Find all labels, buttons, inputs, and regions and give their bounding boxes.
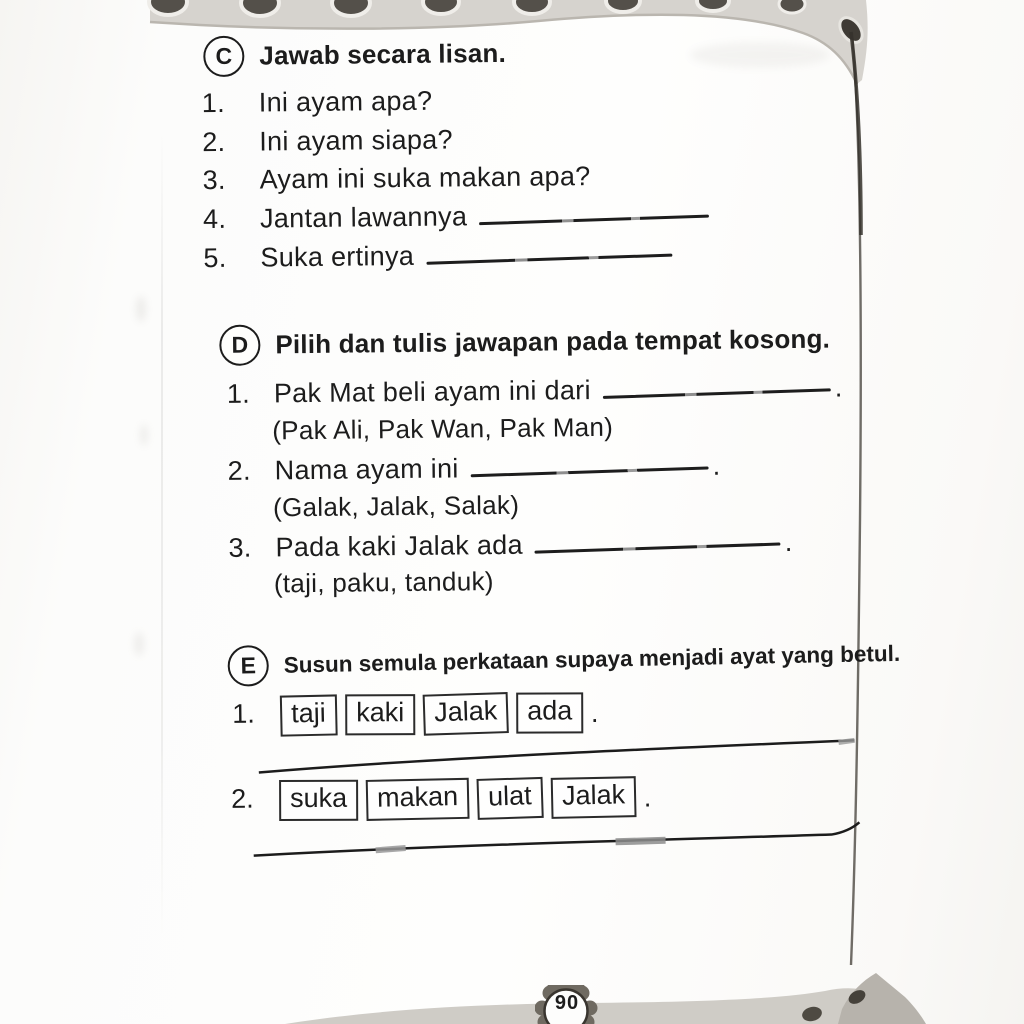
question-text: Nama ayam ini — [274, 453, 459, 486]
question-number: 4. — [202, 203, 227, 235]
page-number: 90 — [554, 992, 580, 1014]
question-number: 3. — [228, 532, 252, 563]
word-card[interactable]: suka — [279, 780, 358, 821]
word-card[interactable]: kaki — [345, 694, 415, 735]
section-d-badge: D — [219, 325, 260, 366]
question-number: 2. — [230, 783, 254, 814]
question-number: 3. — [202, 164, 226, 196]
question-text: Ayam ini suka makan apa? — [259, 161, 591, 195]
question-text: Jantan lawannya — [259, 201, 468, 234]
answer-line — [259, 740, 855, 772]
section-e-title: Susun semula perkataan supaya menjadi ayat yang betul. — [283, 640, 901, 678]
question-text: Pak Mat beli ayam ini dari — [273, 375, 591, 409]
question-number: 2. — [227, 455, 251, 486]
sentence-period: . — [834, 372, 843, 403]
word-card[interactable]: Jalak — [422, 692, 508, 736]
question-text: Pada kaki Jalak ada — [275, 529, 523, 563]
question-number: 2. — [202, 126, 226, 158]
sentence-period: . — [784, 526, 793, 558]
question-number: 1. — [201, 87, 226, 119]
question-number: 1. — [226, 378, 251, 409]
section-c-badge: C — [203, 36, 244, 77]
question-number: 5. — [203, 242, 227, 274]
word-card[interactable]: taji — [280, 694, 337, 736]
sentence-period: . — [590, 697, 599, 729]
question-text: Ini ayam apa? — [258, 85, 433, 118]
section-c-title: Jawab secara lisan. — [259, 37, 507, 71]
question-text: Suka ertinya — [260, 240, 415, 273]
answer-options: (Galak, Jalak, Salak) — [272, 489, 520, 523]
question-number: 1. — [232, 698, 255, 729]
word-card[interactable]: Jalak — [550, 776, 636, 819]
word-card[interactable]: ada — [516, 692, 583, 733]
page-number-badge — [535, 985, 599, 1024]
sentence-period: . — [712, 450, 721, 481]
sentence-period: . — [643, 782, 652, 813]
answer-options: (Pak Ali, Pak Wan, Pak Man) — [272, 411, 614, 446]
answer-line — [253, 822, 859, 855]
section-e-badge: E — [227, 645, 269, 687]
section-d-title: Pilih dan tulis jawapan pada tempat kosong. — [275, 323, 831, 360]
answer-options: (taji, paku, tanduk) — [273, 566, 494, 599]
word-card[interactable]: ulat — [477, 777, 544, 820]
word-card[interactable]: makan — [366, 778, 470, 821]
question-text: Ini ayam siapa? — [259, 124, 453, 157]
